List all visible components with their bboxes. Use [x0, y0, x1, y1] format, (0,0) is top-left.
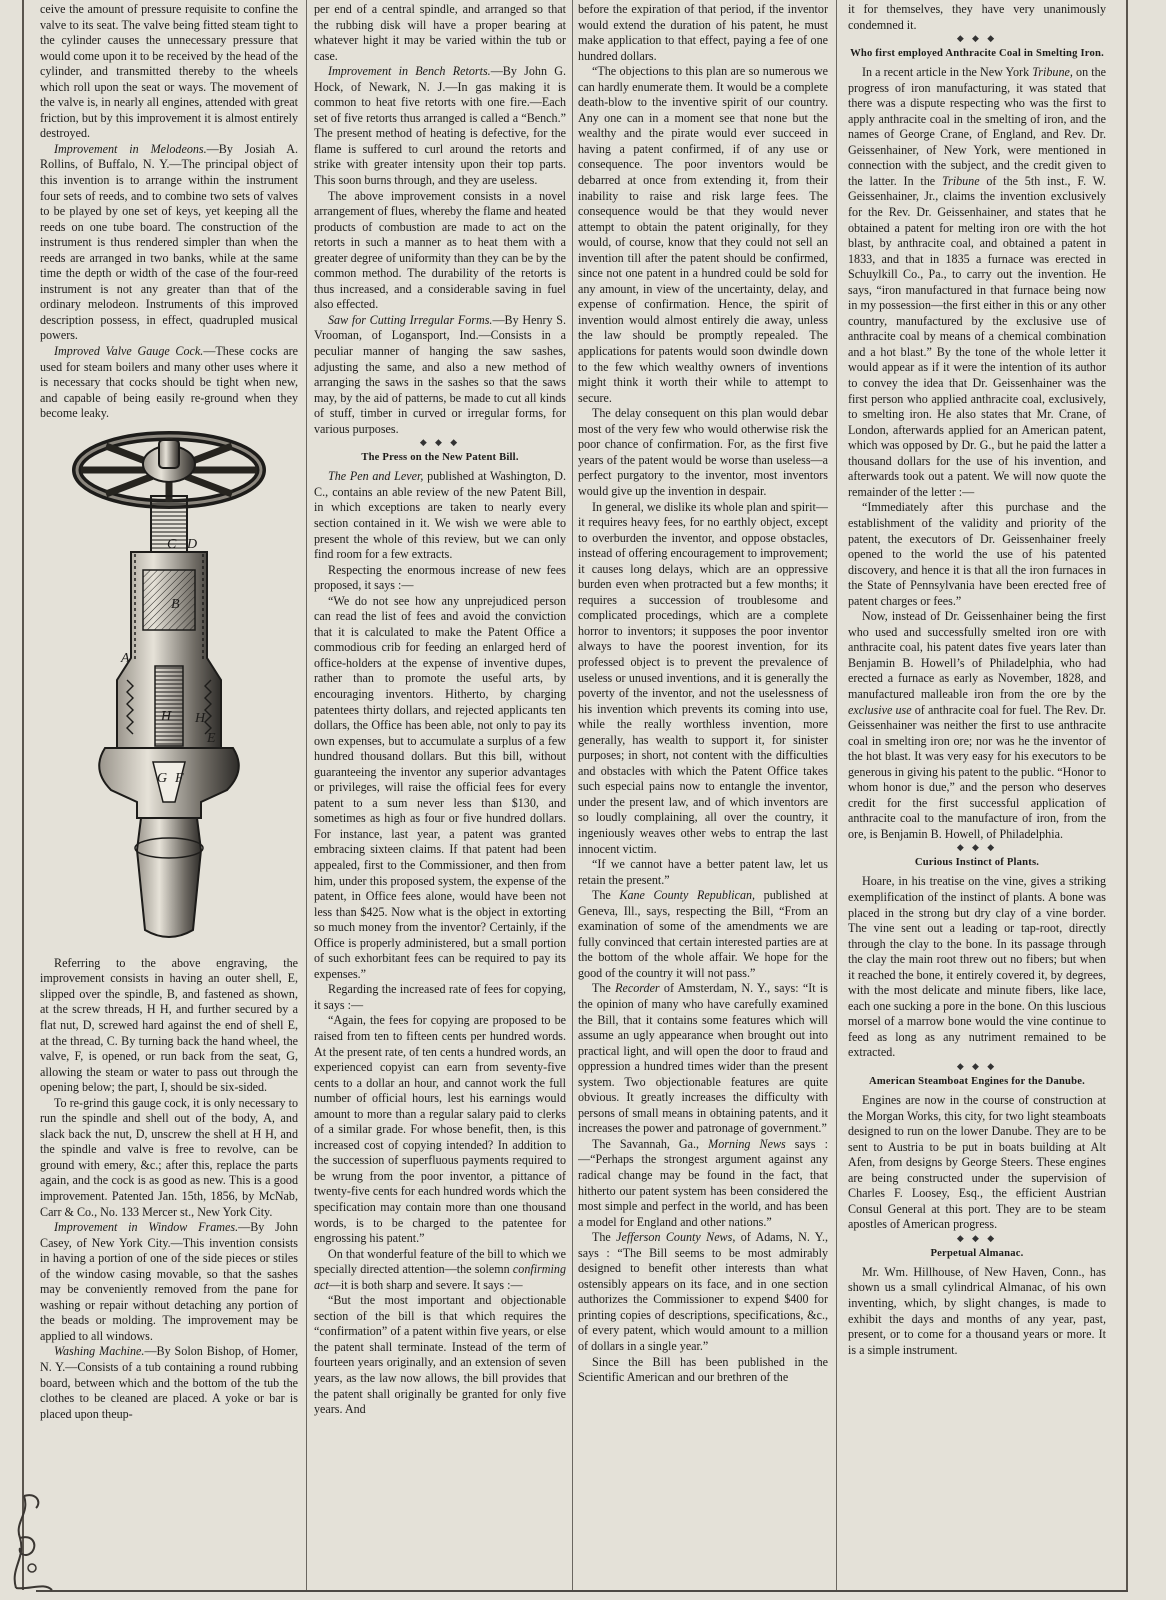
article-washing-machine: [40, 1344, 298, 1422]
paragraph: [848, 609, 1106, 842]
paragraph-text: published at Geneva, Ill., says, respecting the Bill, “From an examination of some of the amendments we are fully convinced that certain interested parties are at the bottom of the whole affair. We hope for the good of the country it will not pass.”: [578, 888, 828, 980]
article-title: Improvement in Melodeons.: [54, 141, 207, 156]
paragraph: Mr. Wm. Hillhouse, of New Haven, Conn., has shown us a small cylindrical Almanac, of his own inventing, which, by slight changes, is made to exhibit the days and months of any year, past, present, or to come for a thousand years or more. It is a simple instrument.: [848, 1264, 1106, 1357]
article-bench-retorts: [314, 64, 566, 188]
paragraph-text: —it is both sharp and severe. It says :—: [328, 1277, 523, 1292]
paragraph: Regarding the increased rate of fees for copying, it says :—: [314, 982, 566, 1012]
paragraph: per end of a central spindle, and arranged so that the rubbing disk will have a proper bearing at whatever hight it may be varied within the tub or case.: [314, 2, 566, 63]
figure-label: E: [207, 730, 216, 746]
paragraph: The delay consequent on this plan would debar most of the very few who would otherwise risk the poor chance of confirmation. For, as the first five years of the patent would be worse than useless—a perfect purgatory to the inventor, most inventors would give up the invention in despair.: [578, 406, 828, 498]
article-title: Improvement in Bench Retorts.: [328, 64, 491, 79]
paragraph: before the expiration of that period, if the inventor would extend the duration of his patent, he must make application to that effect, paying a fee of one hundred dollars.: [578, 2, 828, 63]
spindle-section: [143, 570, 195, 630]
quote-paragraph: “The objections to this plan are so numerous we can hardly enumerate them. It would be a complete death-blow to the inventive spirit of our country. Any one can in a moment see that none but the wealthy and the pirate would ever succeed in having a patent confirmed, if of any use or consequence. The poor inventors would be debarred at once from extending it, from their inability to raise and risk large fees. The consequence would be that they would never attempt to obtain the patent originally, for they would, of course, know that they could not sell an invention till after the patent should be confirmed, since not one patent in a hundred could be sold for any amount, in view of the uncertainty, delay, and expense of confirmation. Hence, the spirit of invention would almost entirely die away, unless the law should be promptly repealed. The applications for patents would soon dwindle down to the few which wealthy owners of inventions might think it worth their while to attempt to secure.: [578, 64, 828, 405]
figure-label: H: [195, 710, 206, 726]
article-title: Saw for Cutting Irregular Forms.: [328, 312, 493, 327]
paragraph: [578, 981, 828, 1136]
section-heading-press: The Press on the New Patent Bill.: [361, 452, 519, 464]
figure-label: F: [175, 770, 184, 786]
paragraph: [848, 65, 1106, 500]
quote-paragraph: “But the most important and objectionable section of the bill is that which requires the “confirmation” of a patent within five years, or else the patent shall terminate. Instead of the term of fourteen years originally, and an extension of seven years, as the law now allows, the bill provides that the patent shall originally be granted for only five years. And: [314, 1293, 566, 1417]
publication-name: Jefferson County News,: [616, 1230, 736, 1245]
article-body: —These cocks are used for steam boilers and many other uses where it is necessary that cocks should be tight when new, and capable of being easily re-ground when they become leaky.: [40, 344, 298, 421]
quote-paragraph: “If we cannot have a better patent law, let us retain the present.”: [578, 857, 828, 887]
article-title: Washing Machine.: [54, 1344, 145, 1359]
figure-label: D: [187, 536, 198, 552]
section-ornament: ◆ ◆ ◆: [956, 842, 998, 853]
section-ornament: ◆ ◆ ◆: [956, 1232, 998, 1243]
section-heading-plants: Curious Instinct of Plants.: [914, 857, 1040, 869]
paragraph: To re-grind this gauge cock, it is only necessary to run the spindle and shell out of the body, A, and slack back the nut, D, unscrew the shell at H H, and the spindle and valve is free to revolve, can be ground with emery, &c.; after this, replace the parts again, and the cock is as good as new. This is a good improvement. Patented Jan. 15th, 1856, by McNab, Carr & Co., No. 133 Mercer st., New York City.: [40, 1095, 298, 1219]
section-heading-anthracite: Who first employed Anthracite Coal in Smelting Iron.: [850, 48, 1104, 60]
column-4: [848, 2, 1106, 1594]
paragraph-text: The: [592, 1230, 617, 1245]
paragraph-text: of the 5th inst., F. W. Geissenhainer, Jr., claims the invention exclusively for the Rev. Dr. Geissenhainer, and states that he obtained a patent for melting iron ore with the hot blast, by anthracite coal, and obtained a patent in 1833, and that in 1835 a furnace was erected in Schuylkill Co., Pa., to carry out the invention. He says, “iron manufactured in that furnace being now in my possession—the first either in this or any other country, manufactured by the exclusive use of anthracite coal by means of a chemical combination and a hot blast.” By the tone of the whole letter it would appear as if it were the intention of its author to convey the idea that Dr. Geissenhainer was the first person who applied anthracite coal, exclusively, to smelting iron. He also states that Mr. Crane, of London, afterwards applied for an American patent, which was opposed by Dr. G., but he paid the latter a thousand dollars for the use of his invention, and afterwards took out a patent. We will now quote the remainder of the letter :—: [848, 173, 1106, 499]
corner-flourish: [6, 1478, 62, 1596]
column-rule: [306, 0, 307, 1590]
figure-label: B: [171, 596, 180, 612]
paragraph: The above improvement consists in a novel arrangement of flues, whereby the flame and heated products of combustion are made to act on the retorts in such a manner as to heat them with a greater degree of uniformity than they can be by the common method. The durability of the retorts is thus increased, and a considerable saving in fuel also effected.: [314, 188, 566, 312]
emphasis: exclusive use: [848, 702, 912, 717]
paragraph-text: In a recent article in the New York: [862, 65, 1033, 80]
paragraph-text: The: [592, 981, 616, 996]
publication-name: Tribune,: [1032, 65, 1073, 80]
paragraph: [578, 1137, 828, 1230]
paragraph-text: on the progress of iron manufacturing, it was stated that there was a dispute respecting who was the first to apply anthracite coal in the smelting of iron, and the names of George Crane, of England, and Rev. Dr. Geissenhainer, of New York, were mentioned in connection with the subject, and the credit given to the latter. In the: [848, 65, 1106, 188]
paragraph: Hoare, in his treatise on the vine, gives a striking exemplification of the instinct of plants. A bone was placed in the strong but dry clay of a vine border. The vine sent out a leading or tap-root, directly through the clay to the bone. In its passage through the clay the main root threw out no fibers; but when it reached the bone, it entirely covered it, by degrees, with the most delicate and minute fibers, like lace, each one sucking a pore in the bone. On this luscious morsel of a marrow bone would the vine continue to feed as long as any nutriment remained to be extracted.: [848, 874, 1106, 1060]
paragraph-text: says :—“Perhaps the strongest argument against any radical change may be found in the fact, that hitherto our patent system has been considered the most simple and perfect in the world, and has been a model for England and other nations.”: [578, 1136, 828, 1229]
paragraph-text: of Amsterdam, N. Y., says: “It is the opinion of many who have carefully examined the Bill, that it contains some features which will assume an ugly appearance when brought out into practical light, and will open the door to fraud and oppression a hundred times wider than the present system. Two objectionable features are quite obvious. It greatly increases the difficulty with persons of small means in obtaining patents, and it increases the power and patronage of government.”: [578, 981, 828, 1136]
paragraph: [578, 888, 828, 981]
column-rule: [836, 0, 837, 1590]
paragraph: Since the Bill has been published in the Scientific American and our brethren of the: [578, 1354, 828, 1385]
nozzle: [137, 818, 201, 937]
article-melodeons: [40, 142, 298, 344]
paragraph: [314, 469, 566, 562]
article-gauge-cock: [40, 344, 298, 422]
hand-wheel: [77, 436, 261, 504]
right-border-rule: [1126, 0, 1128, 1590]
paragraph: [578, 1230, 828, 1354]
paragraph-text: Now, instead of Dr. Geissenhainer being the first who used and successfully smelted iron ore with anthracite coal, his patent dates five years later than Benjamin B. Howell’s of Philadelphia, who had erected a furnace as early as November, 1828, and manufactured malleable iron from the ore by the: [848, 609, 1106, 701]
article-saw: [314, 313, 566, 437]
article-body: —By John G. Hock, of Newark, N. J.—In gas making it is common to heat five retorts with one fire.—Each set of five retorts thus arranged is called a “Bench.” The present method of heating is defective, for the flame is suffered to curl around the retorts and strike with greater intensity upon their top parts. This soon burns through, and they are useless.: [314, 64, 566, 188]
paragraph: In general, we dislike its whole plan and spirit—it requires heavy fees, for no earthly object, except to overburden the inventor, and oppose obstacles, instead of offering encouragement to improvement; it causes long delays, which are an oppressive burden even when protracted but a few months; it requires a succession of troublesome and complicated procedings, which are a complete horror to inventors; it supposes the poor inventor always to have the poorest invention, for its professed object is to prevent the prevalence of useless or unused inventions, and it is generally the poverty of the inventor, and not the uselessness of his invention which prevents its coming into use, while the really worthless invention, more generally, has wealth to support it, for sinister purposes; in short, not content with the difficulties and obstacles with which the Patent Office takes such especial pains now to entangle the inventor, under the present law, and of which inventors are so loudly complaining, all over the country, it ingeniously weaves other webs to entrap the last innocent victim.: [578, 499, 828, 856]
quote-paragraph: “Again, the fees for copying are proposed to be raised from ten to fifteen cents per hundred words. At the present rate, of ten cents a hundred words, an experienced copyist can earn from seventy-five cents to a dollar an hour, and cannot work the full number of official hours, lest his earnings would amount to more than a regular salary paid to clerks of a similar grade. For whose benefit, then, is this increased cost of copying intended? In addition to the succession of superfluous payments required to be wrung from the poor inventor, a pittance of twenty-five cents for each hundred words which the specification may contain more than one thousand words, is to be charged to the patentee for engrossing his patent.”: [314, 1013, 566, 1246]
gauge-cock-engraving: [71, 430, 267, 950]
left-border-rule: [22, 0, 24, 1590]
quote-paragraph: “Immediately after this purchase and the establishment of the validity and priority of the patent, the executors of Dr. Geissenhainer freely opened to the world the use of his patented discovery, and hence it is that all the iron furnaces in the State of Pennsylvania have been erected free of patent charges or fees.”: [848, 500, 1106, 608]
quote-paragraph: “We do not see how any unprejudiced person can read the list of fees and avoid the conviction that it is calculated to make the Patent Office a commodious crib for feeding an enlarged herd of office-holders at the expense of inventive dupes, rather than to promote the useful arts, by encouraging inventors. Hitherto, by charging patentees thirty dollars, and rejected applicants ten dollars, the Office has been able, not only to pay its own expenses, but to accumulate a surplus of a few hundred thousand dollars. But this bill, without guaranteeing the inventor any superior advantages or privileges, will raise the official fees for every patent to a sum never less than $130, and sometimes as high as four or five hundred dollars. For instance, last year, a patent was granted embracing sixteen claims. If that patent had been appealed, first to the Commissioner, and then from him, under this proposed system, the expense of the patent, in Office fees alone, would have been not less than $425. Now what is the object in extorting so much money from the inventor? Certainly, if the Office is properly administered, but a small portion of such exhorbitant fees can be required to pay its expenses.”: [314, 593, 566, 981]
paragraph: Respecting the enormous increase of new fees proposed, it says :—: [314, 562, 566, 593]
section-ornament: ◆ ◆ ◆: [956, 33, 998, 44]
column-3: [578, 2, 828, 1594]
section-ornament: ◆ ◆ ◆: [956, 1061, 998, 1071]
paragraph: it for themselves, they have very unanimously condemned it.: [848, 2, 1106, 32]
publication-name: Tribune: [941, 173, 980, 188]
emphasis: confirming act: [314, 1262, 566, 1292]
article-title: Improvement in Window Frames.: [54, 1220, 239, 1235]
article-title: Improved Valve Gauge Cock.: [54, 344, 204, 359]
publication-name: Recorder: [615, 981, 660, 996]
figure-label: H: [161, 708, 172, 724]
figure-label: C: [167, 536, 177, 552]
column-2: [314, 2, 566, 1594]
article-body: —By Henry S. Vrooman, of Logansport, Ind.—Consists in a peculiar manner of hanging the saw sashes, adjusting the same, and also a new method of arranging the saws in the sashes so that the saws may, by the aid of patterns, be made to cut all kinds of stuff, timber in curved or irregular forms, for various purposes.: [314, 312, 566, 436]
publication-name: Morning News: [708, 1136, 786, 1151]
paragraph-text: of anthracite coal for fuel. The Rev. Dr. Geissenhainer was neither the first to use anthracite coal in smelting iron ore; nor was he the inventor of the hot blast. It was very easy for his executors to be generous in giving his patent to the public. “Honor to whom honor is due,” and the person who deserves credit for the first successful application of anthracite coal to the manufacture of iron, from the ore, is Benjamin B. Howell, of Philadelphia.: [848, 702, 1106, 841]
column-rule: [572, 0, 573, 1590]
paragraph-text: On that wonderful feature of the bill to which we specially directed attention—the solemn: [314, 1246, 566, 1277]
paragraph: [314, 1247, 566, 1294]
paragraph-text: The Savannah, Ga.,: [592, 1136, 709, 1151]
publication-name: Kane County Republican,: [619, 888, 756, 903]
article-body: —By Josiah A. Rollins, of Buffalo, N. Y.—The principal object of this invention is to arrange within the instrument four sets of reeds, and to combine two sets of valves to be played by one set of keys, yet keeping all the reeds on one tube board. The construction of the instrument is thus rendered simpler than when the reeds are arranged in two banks, while at the same time the depth or width of the case of the four-reed instrument is not any greater than that of the ordinary melodeon. Instruments of this improved description possess, in effect, quadrupled musical powers.: [40, 141, 298, 343]
column-1: [40, 2, 298, 1594]
paragraph-text: published at Washington, D. C., contains an able review of the new Patent Bill, in which exceptions are taken to nearly every section contained in it. We wish we were able to present the whole of this review, but we can only find room for a few extracts.: [314, 469, 566, 562]
article-body: —By Solon Bishop, of Homer, N. Y.—Consists of a tub containing a round rubbing board, between which and the bottom of the tub the clothes to be cleaned are placed. A yoke or bar is placed upon theup-: [40, 1344, 298, 1421]
section-ornament: ◆ ◆ ◆: [419, 437, 461, 448]
section-heading-almanac: Perpetual Almanac.: [930, 1247, 1024, 1259]
figure-label: A: [121, 650, 130, 666]
paragraph-text: The: [592, 888, 620, 903]
paragraph: Referring to the above engraving, the improvement consists in having an outer shell, E, slipped over the spindle, B, and fastened as shown, at the screw threads, H H, and further secured by a flat nut, D, screwed hard against the end of shell E, at the thread, C. By turning back the hand wheel, the valve, F, is opened, or run back from the seat, G, allowing the steam or water to pass out through the opening below; the part, I, should be six-sided.: [40, 955, 298, 1095]
publication-name: The Pen and Lever,: [328, 469, 424, 484]
paragraph-text: of Adams, N. Y., says : “The Bill seems to be most admirably designed to benefit other interests than what ostensibly appears on its face, and in one section authorizes the Commissioner to expend $400 for printing copies of descriptions, specifications, &c., of every patent, which would amount to a million of dollars in a single year.”: [578, 1230, 828, 1354]
article-window-frames: [40, 1220, 298, 1344]
figure-label: G: [157, 770, 168, 786]
paragraph: ceive the amount of pressure requisite to confine the valve to its seat. The valve being fitted steam tight to the cylinder causes the unnecessary pressure that would come upon it to be received by the head of the cylinder, and transmitted thereby to the wheels which roll upon the seat or ways. The movement of the valve is, in nearly all engines, attended with great friction, but by this improvement it is almost entirely destroyed.: [40, 2, 298, 141]
paragraph: Engines are now in the course of construction at the Morgan Works, this city, for two light steamboats designed to run on the lower Danube. They are to be sent to Austria to be put in boats building at Alt Afen, from designs by George Steers. These engines are being constructed under the supervision of Charles F. Loosey, Esq., the efficient Austrian Consul General at this port. They are to be steam apostles of American progress.: [848, 1093, 1106, 1232]
section-heading-steamboat: American Steamboat Engines for the Danube.: [869, 1076, 1085, 1087]
article-body: —By John Casey, of New York City.—This invention consists in having a portion of one of the side pieces or stiles of the window casing movable, so that the sashes may be conveniently removed from the pane for washing or repair without detaching any portion of the beads or molding. The improvement may be applied to all windows.: [40, 1220, 298, 1343]
